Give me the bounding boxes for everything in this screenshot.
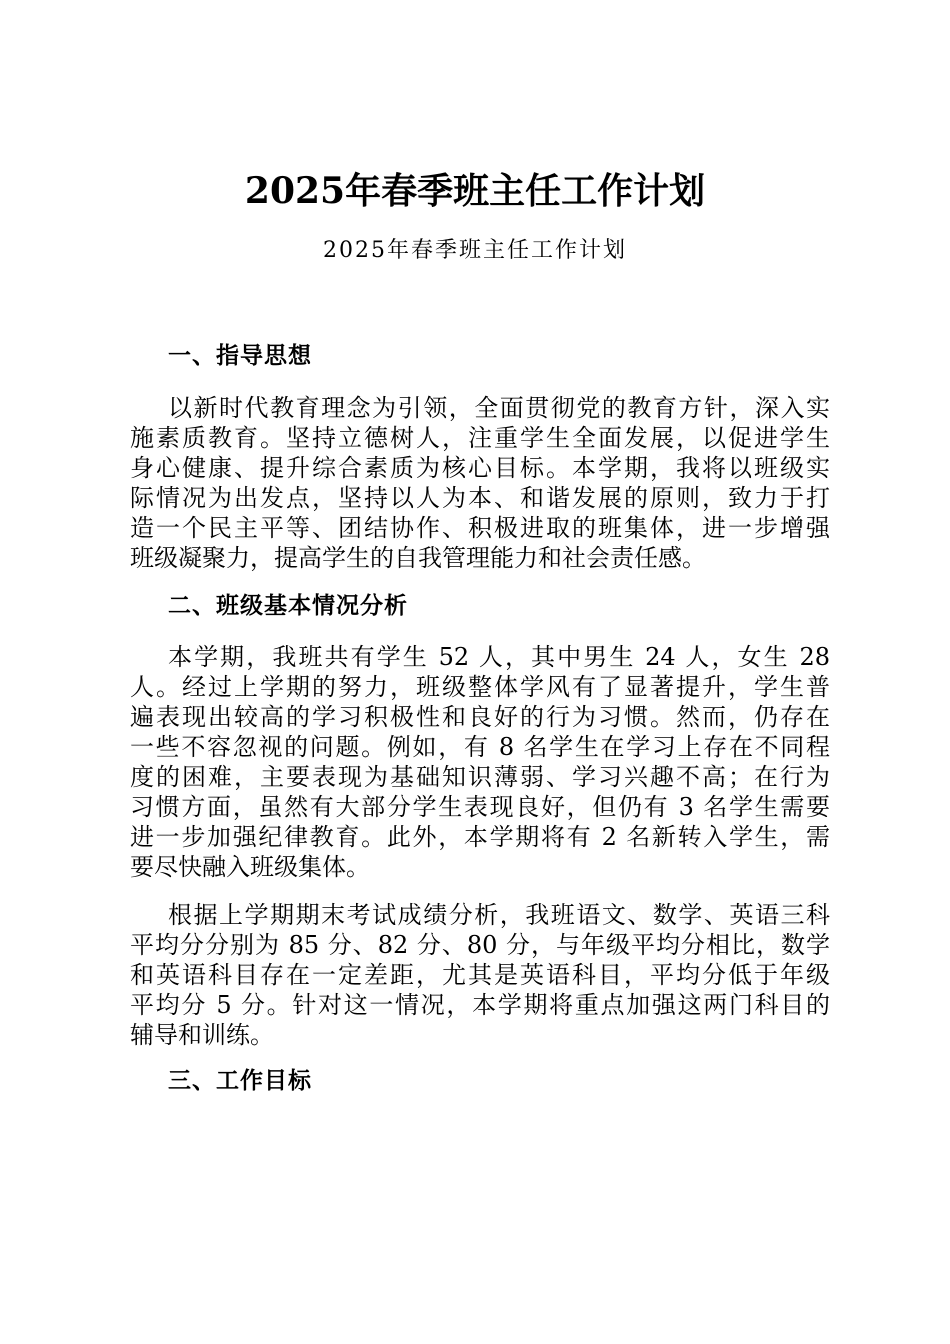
paragraph-line: 平均分 5 分。针对这一情况，本学期将重点加强这两门科目的: [130, 991, 830, 1019]
paragraph-line: 辅导和训练。: [130, 1021, 274, 1049]
paragraph-line: 以新时代教育理念为引领，全面贯彻党的教育方针，深入实: [168, 394, 830, 422]
paragraph-line: 造一个民主平等、团结协作、积极进取的班集体，进一步增强: [130, 514, 830, 542]
paragraph-line: 本学期，我班共有学生 52 人，其中男生 24 人，女生 28: [168, 643, 830, 671]
document-subtitle: 2025年春季班主任工作计划: [323, 238, 627, 263]
section-heading-guiding-ideology: 一、指导思想: [168, 342, 312, 369]
paragraph-line: 遍表现出较高的学习积极性和良好的行为习惯。然而，仍存在: [130, 703, 830, 731]
paragraph-line: 要尽快融入班级集体。: [130, 853, 370, 881]
paragraph-line: 际情况为出发点，坚持以人为本、和谐发展的原则，致力于打: [130, 484, 830, 512]
paragraph-line: 度的困难，主要表现为基础知识薄弱、学习兴趣不高；在行为: [130, 763, 830, 791]
section-heading-class-analysis: 二、班级基本情况分析: [168, 592, 408, 619]
paragraph-line: 人。经过上学期的努力，班级整体学风有了显著提升，学生普: [130, 673, 830, 701]
paragraph-line: 习惯方面，虽然有大部分学生表现良好，但仍有 3 名学生需要: [130, 793, 830, 821]
paragraph-line: 根据上学期期末考试成绩分析，我班语文、数学、英语三科: [168, 901, 830, 929]
section-heading-work-goals: 三、工作目标: [168, 1067, 312, 1094]
paragraph-line: 班级凝聚力，提高学生的自我管理能力和社会责任感。: [130, 544, 706, 572]
paragraph-line: 平均分分别为 85 分、82 分、80 分，与年级平均分相比，数学: [130, 931, 830, 959]
paragraph-line: 一些不容忽视的问题。例如，有 8 名学生在学习上存在不同程: [130, 733, 830, 761]
paragraph-line: 施素质教育。坚持立德树人，注重学生全面发展，以促进学生: [130, 424, 830, 452]
paragraph-line: 和英语科目存在一定差距，尤其是英语科目，平均分低于年级: [130, 961, 830, 989]
document-title: 2025年春季班主任工作计划: [244, 170, 706, 212]
paragraph-line: 身心健康、提升综合素质为核心目标。本学期，我将以班级实: [130, 454, 830, 482]
paragraph-line: 进一步加强纪律教育。此外，本学期将有 2 名新转入学生，需: [130, 823, 830, 851]
